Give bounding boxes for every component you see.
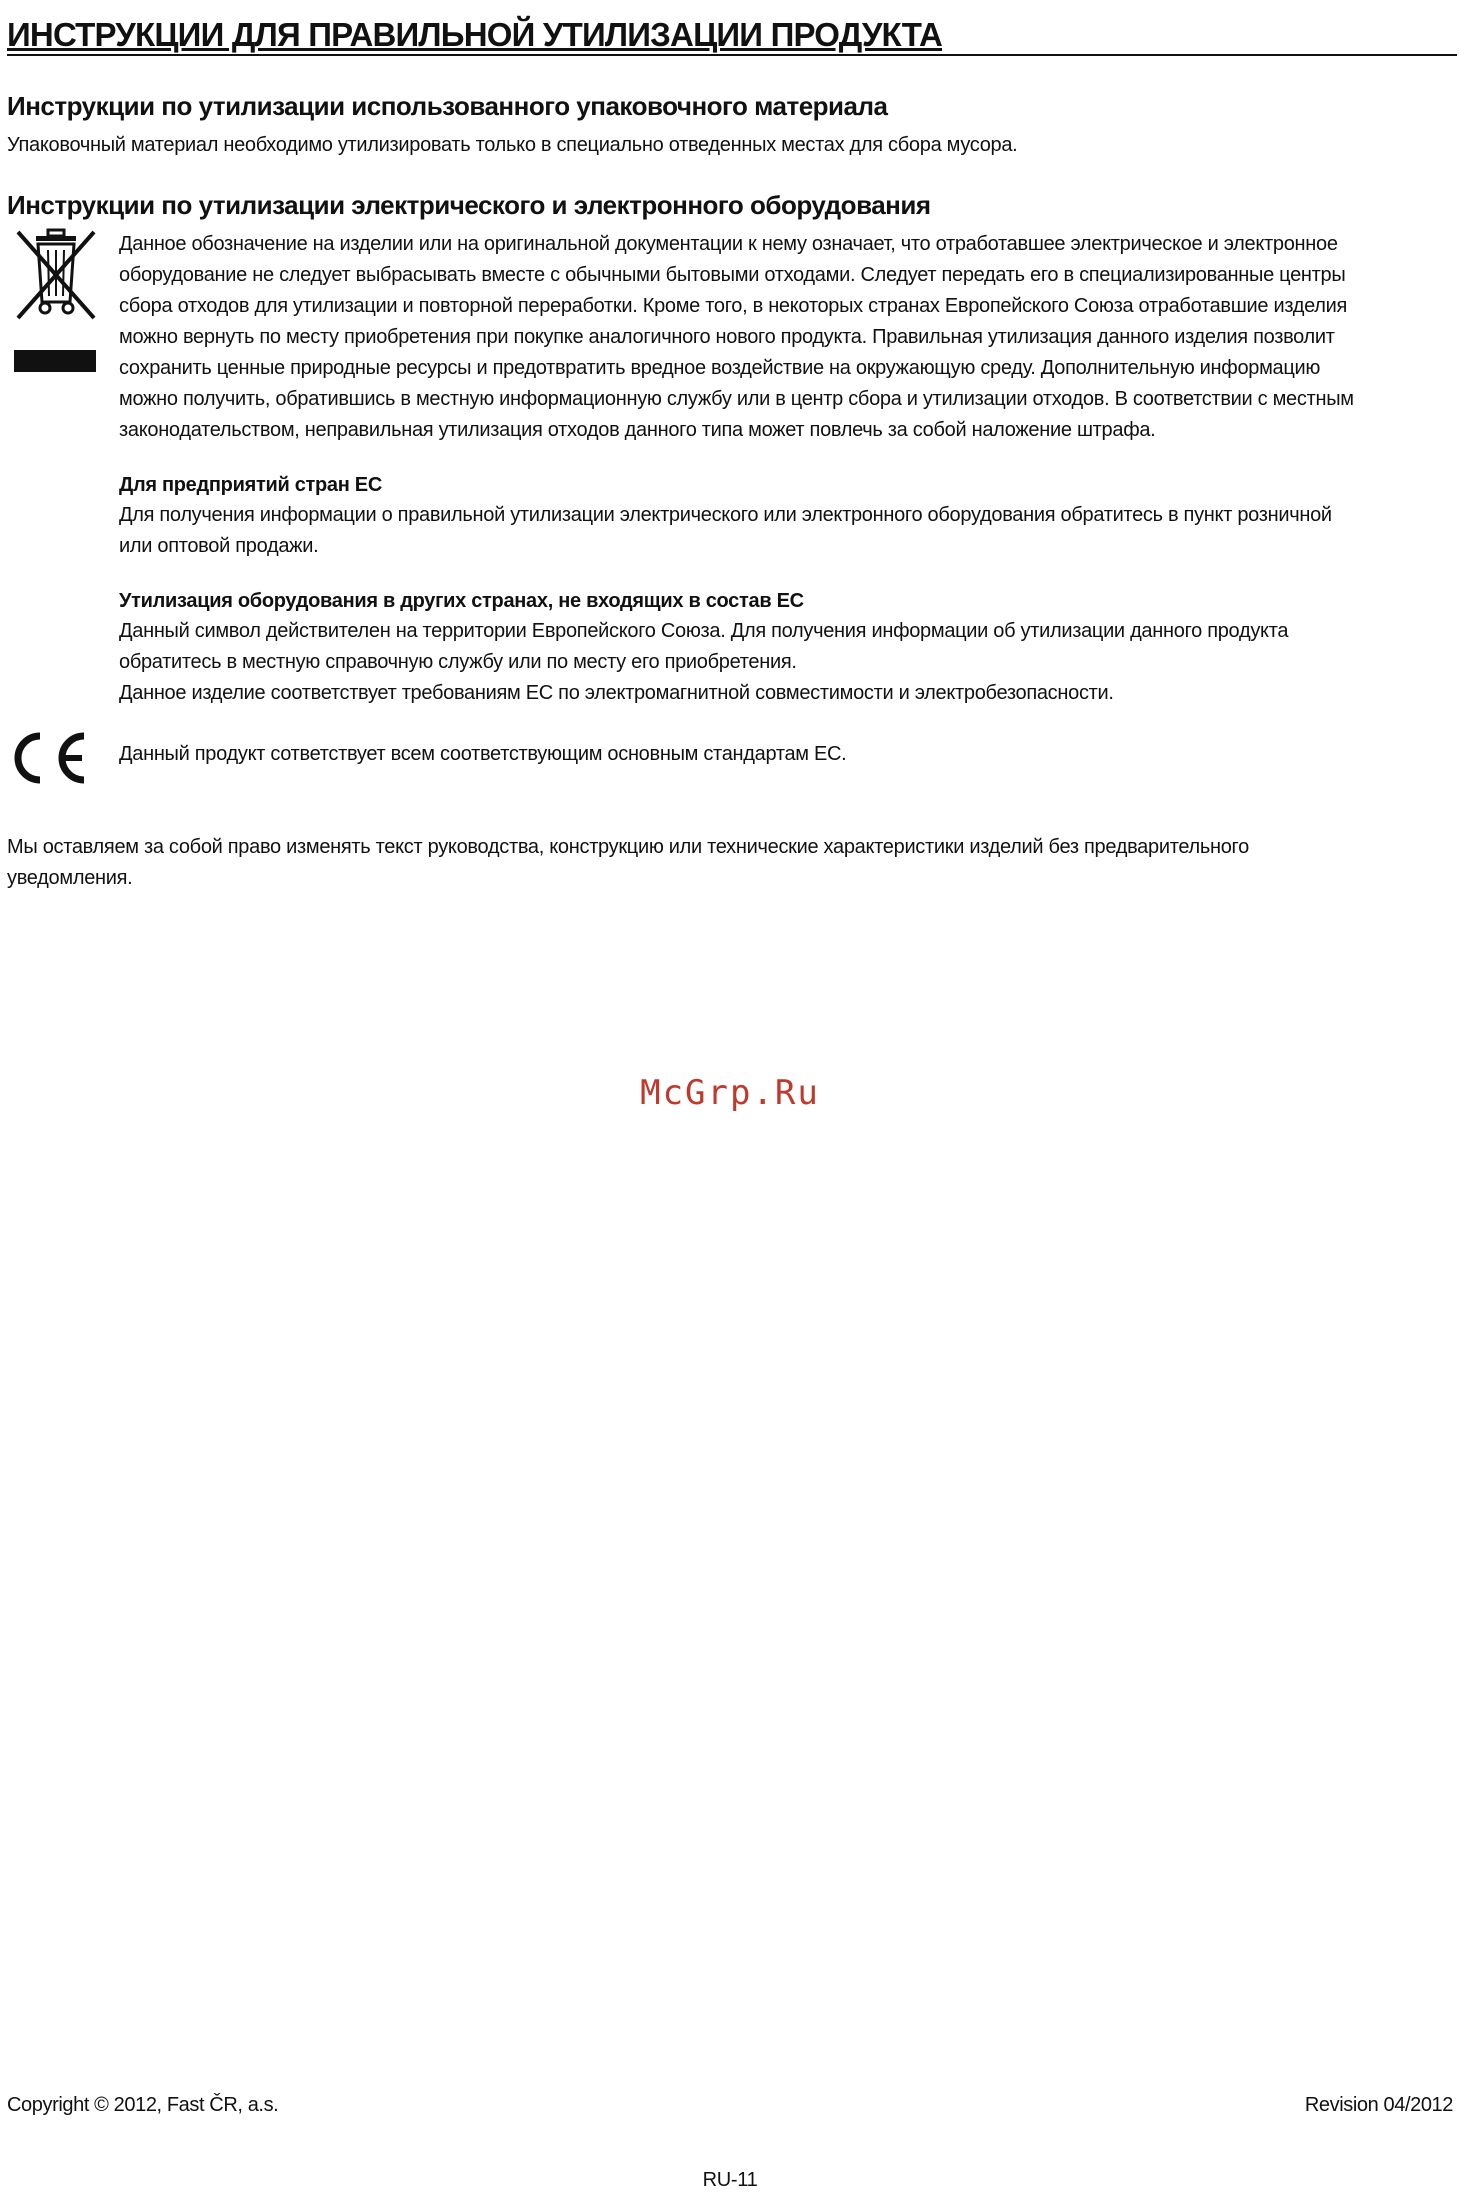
- text-line: Мы оставляем за собой право изменять текст руководства, конструкцию или технические характеристики изделий без предварительного: [7, 836, 1249, 858]
- electrical-heading: Инструкции по утилизации электрического и электронного оборудования: [7, 190, 931, 220]
- eu-business-paragraph: [119, 500, 1332, 562]
- text-line: Данный символ действителен на территории Европейского Союза. Для получения информации об утилизации данного продукта: [119, 620, 1289, 642]
- text-line: можно вернуть по месту приобретения при покупке аналогичного нового продукта. Правильная утилизация данного изделия позволит: [119, 326, 1335, 348]
- copyright-text: Copyright © 2012, Fast ČR, a.s.: [7, 2094, 279, 2116]
- watermark-text: McGrp.Ru: [640, 1073, 820, 1113]
- ce-text: Данный продукт сответствует всем соответствующим основным стандартам ЕС.: [119, 743, 847, 765]
- text-line: Данное обозначение на изделии или на оригинальной документации к нему означает, что отработавшее электрическое и электронное: [119, 233, 1338, 255]
- text-line: сохранить ценные природные ресурсы и предотвратить вредное воздействие на окружающую среду. Дополнительную информацию: [119, 357, 1321, 379]
- text-line: уведомления.: [7, 867, 133, 889]
- packaging-text: Упаковочный материал необходимо утилизировать только в специально отведенных местах для сбора мусора.: [7, 134, 1018, 156]
- eu-business-heading: Для предприятий стран ЕС: [119, 474, 382, 496]
- text-line: Для получения информации о правильной утилизации электрического или электронного оборудования обратитесь в пункт розничной: [119, 504, 1332, 526]
- text-line: Данное изделие соответствует требованиям ЕС по электромагнитной совместимости и электробезопасности.: [119, 682, 1114, 704]
- non-eu-paragraph: [119, 616, 1288, 709]
- disclaimer-paragraph: [7, 832, 1249, 894]
- text-line: можно получить, обратившись в местную информационную службу или в центр сбора и утилизации отходов. В соответствии с местным: [119, 388, 1354, 410]
- title-divider: [7, 54, 1457, 56]
- text-line: или оптовой продажи.: [119, 535, 319, 557]
- non-eu-heading: Утилизация оборудования в других странах, не входящих в состав ЕС: [119, 590, 804, 612]
- page-title: ИНСТРУКЦИИ ДЛЯ ПРАВИЛЬНОЙ УТИЛИЗАЦИИ ПРОДУКТА: [7, 16, 943, 53]
- ce-mark-icon: [6, 730, 86, 791]
- packaging-heading: Инструкции по утилизации использованного упаковочного материала: [7, 91, 888, 121]
- text-line: законодательством, неправильная утилизация отходов данного типа может повлечь за собой наложение штрафа.: [119, 419, 1156, 441]
- page-number: RU-11: [702, 2169, 758, 2191]
- text-line: обратитесь в местную справочную службу или по месту его приобретения.: [119, 651, 797, 673]
- text-line: сбора отходов для утилизации и повторной переработки. Кроме того, в некоторых странах Европейского Союза отработавшие изделия: [119, 295, 1348, 317]
- electrical-paragraph: [119, 229, 1354, 446]
- text-line: оборудование не следует выбрасывать вместе с обычными бытовыми отходами. Следует передать его в специализированные центры: [119, 264, 1346, 286]
- weee-crossed-bin-icon: [12, 226, 100, 379]
- revision-text: Revision 04/2012: [1304, 2094, 1453, 2116]
